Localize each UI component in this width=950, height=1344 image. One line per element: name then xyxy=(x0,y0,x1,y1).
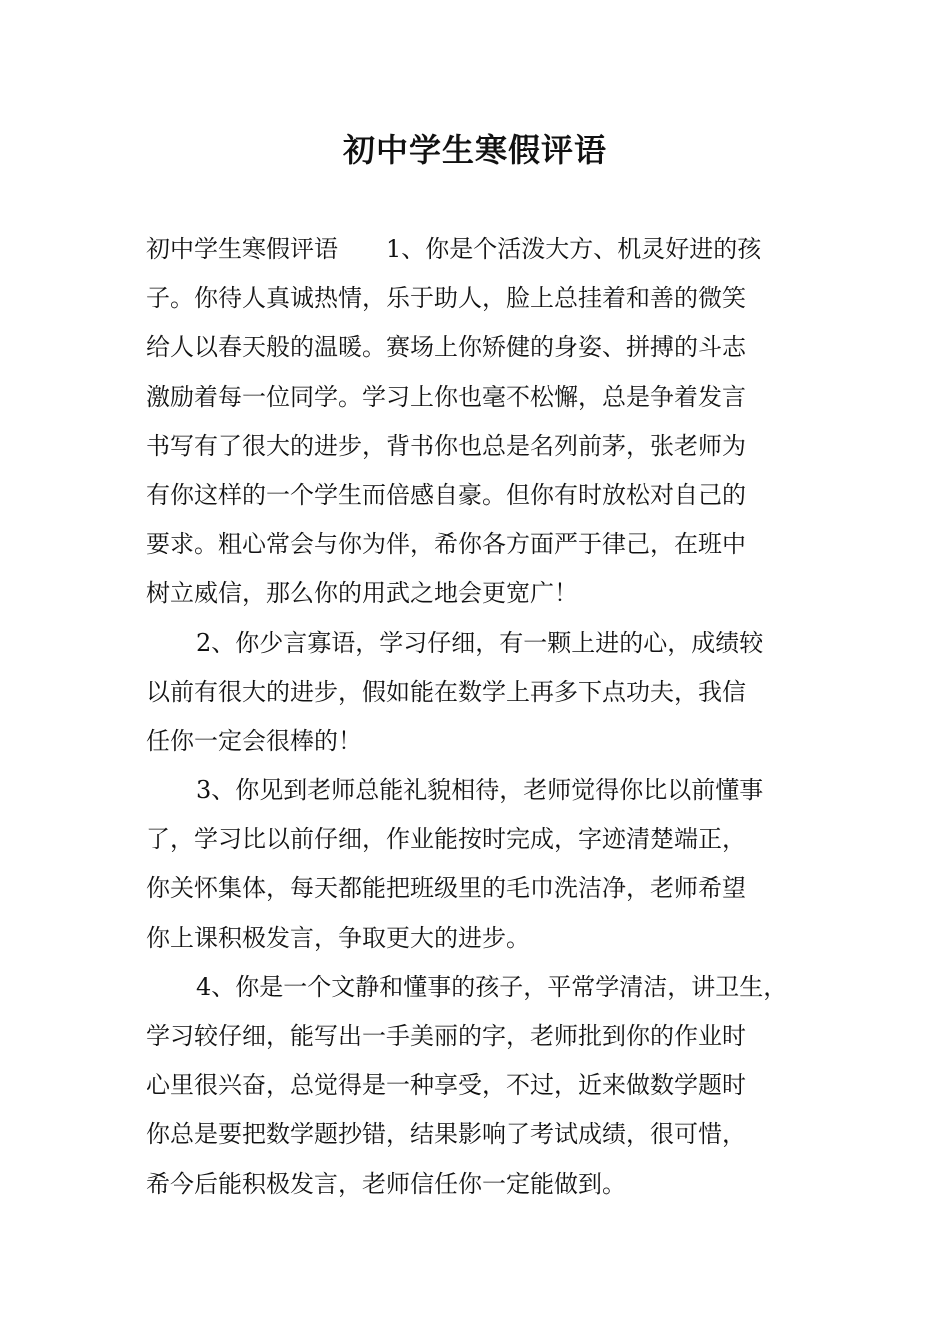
body-line-20: 希今后能积极发言，老师信任你一定能做到。 xyxy=(146,1169,626,1198)
document-body xyxy=(146,225,826,1209)
body-line-5: 书写有了很大的进步，背书你也总是名列前茅，张老师为 xyxy=(146,431,746,460)
body-line-6: 有你这样的一个学生而倍感自豪。但你有时放松对自己的 xyxy=(146,480,746,509)
body-line-4: 激励着每一位同学。学习上你也毫不松懈，总是争着发言 xyxy=(146,382,746,411)
body-line-1 xyxy=(146,225,826,274)
body-line-14: 你关怀集体，每天都能把班级里的毛巾洗洁净，老师希望 xyxy=(146,874,746,903)
body-line-13: 了，学习比以前仔细，作业能按时完成，字迹清楚端正， xyxy=(146,825,746,854)
body-line-1-heading: 初中学生寒假评语 xyxy=(146,235,338,263)
body-line-18: 心里很兴奋，总觉得是一种享受，不过，近来做数学题时 xyxy=(146,1071,746,1100)
body-line-12: 3、你见到老师总能礼貌相待，老师觉得你比以前懂事 xyxy=(196,776,764,805)
body-line-19: 你总是要把数学题抄错，结果影响了考试成绩，很可惜， xyxy=(146,1120,746,1149)
body-line-3: 给人以春天般的温暖。赛场上你矫健的身姿、拼搏的斗志 xyxy=(146,333,746,362)
body-line-9: 2、你少言寡语，学习仔细，有一颗上进的心，成绩较 xyxy=(196,628,764,657)
body-line-7: 要求。粗心常会与你为伴，希你各方面严于律己，在班中 xyxy=(146,530,746,559)
body-line-1-tail: 1、你是个活泼大方、机灵好进的孩 xyxy=(386,235,762,263)
document-title: 初中学生寒假评语 xyxy=(342,131,607,169)
body-line-16: 4、你是一个文静和懂事的孩子，平常学清洁，讲卫生， xyxy=(196,972,788,1001)
body-line-2: 子。你待人真诚热情，乐于助人，脸上总挂着和善的微笑 xyxy=(146,284,746,313)
body-line-10: 以前有很大的进步，假如能在数学上再多下点功夫，我信 xyxy=(146,677,746,706)
body-line-15: 你上课积极发言，争取更大的进步。 xyxy=(146,923,530,952)
body-line-11: 任你一定会很棒的！ xyxy=(146,726,362,755)
body-line-17: 学习较仔细，能写出一手美丽的字，老师批到你的作业时 xyxy=(146,1022,746,1050)
body-line-8: 树立威信，那么你的用武之地会更宽广！ xyxy=(146,579,578,608)
